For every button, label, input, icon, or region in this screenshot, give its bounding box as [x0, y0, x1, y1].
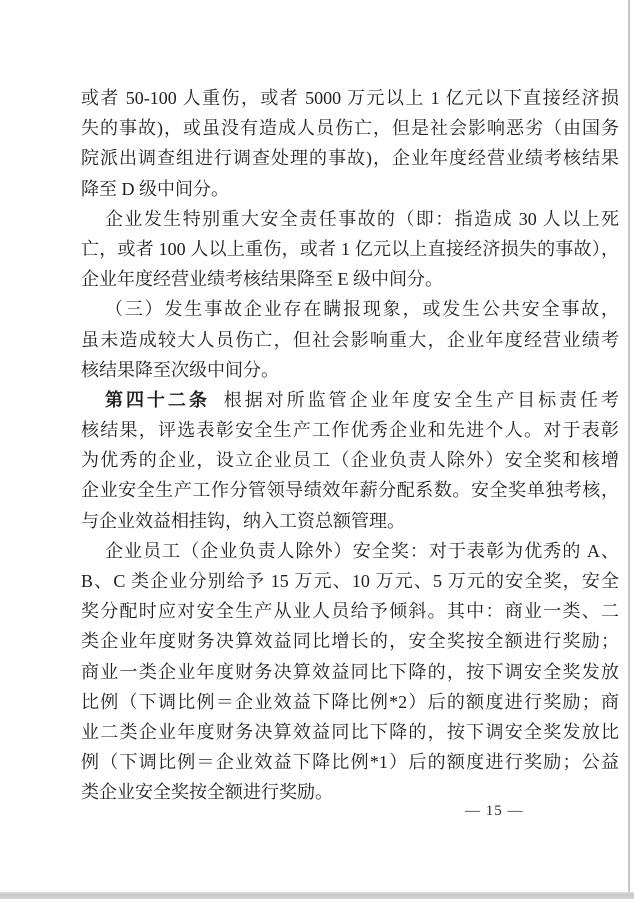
page-right-edge [628, 0, 630, 893]
text-line: 业二类企业年度财务决算效益同比下降的，按下调安全奖发放比 [81, 721, 619, 742]
text-line: 比例（下调比例＝企业效益下降比例*2）后的额度进行奖励；商 [81, 691, 619, 712]
text-line: 奖分配时应对安全生产从业人员给予倾斜。其中：商业一类、二 [81, 601, 619, 622]
text-line: 核结果，评选表彰安全生产工作优秀企业和先进个人。对于表彰 [81, 420, 619, 441]
text-line: 类企业安全奖按全额进行奖励。 [81, 782, 333, 803]
page-number: — 15 — [465, 803, 524, 819]
text-line: 失的事故)，或虽没有造成人员伤亡，但是社会影响恶劣（由国务 [81, 118, 619, 139]
text-line: 为优秀的企业，设立企业员工（企业负责人除外）安全奖和核增 [81, 450, 619, 471]
text-line: 核结果降至次级中间分。 [81, 359, 279, 380]
text-line: B、C 类企业分别给予 15 万元、10 万元、5 万元的安全奖，安全 [81, 571, 619, 591]
text-line: 与企业效益相挂钩，纳入工资总额管理。 [81, 510, 405, 531]
article-number-term: 第四十二条 [105, 389, 210, 410]
text-line: 企业发生特别重大安全责任事故的（即：指造成 30 人以上死 [105, 208, 619, 229]
article-line-text: 根据对所监管企业年度安全生产目标责任考 [223, 389, 619, 410]
text-line: （三）发生事故企业存在瞒报现象，或发生公共安全事故， [105, 299, 619, 320]
text-line: 例（下调比例＝企业效益下降比例*1）后的额度进行奖励；公益 [81, 752, 619, 773]
page-bottom-edge [0, 892, 634, 899]
document-body [81, 83, 619, 808]
text-line: 企业安全生产工作分管领导绩效年薪分配系数。安全奖单独考核， [81, 480, 619, 501]
text-line: 亡，或者 100 人以上重伤，或者 1 亿元以上直接经济损失的事故）， [81, 238, 619, 259]
text-line: 商业一类企业年度财务决算效益同比下降的，按下调安全奖发放 [81, 661, 619, 682]
text-line: 院派出调查组进行调查处理的事故)，企业年度经营业绩考核结果 [81, 148, 619, 169]
text-line-article-start [81, 385, 619, 415]
text-line: 或者 50-100 人重伤，或者 5000 万元以上 1 亿元以下直接经济损 [81, 88, 619, 108]
text-line: 降至 D 级中间分。 [81, 178, 229, 199]
text-line: 类企业年度财务决算效益同比增长的，安全奖按全额进行奖励； [81, 631, 619, 652]
text-line: 企业员工（企业负责人除外）安全奖：对于表彰为优秀的 A、 [105, 540, 619, 561]
text-line: 虽未造成较大人员伤亡，但社会影响重大，企业年度经营业绩考 [81, 329, 619, 350]
text-line: 企业年度经营业绩考核结果降至 E 级中间分。 [81, 269, 443, 290]
